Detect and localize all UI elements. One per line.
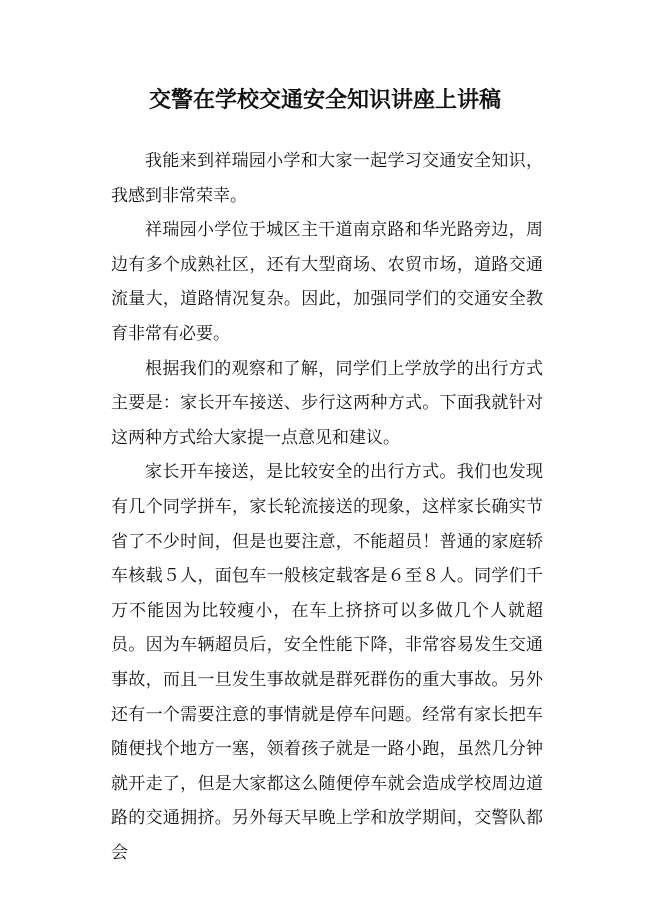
- paragraph-intro: 我能来到祥瑞园小学和大家一起学习交通安全知识，我感到非常荣幸。: [111, 151, 543, 206]
- paragraph-travel-modes: 根据我们的观察和了解，同学们上学放学的出行方式主要是：家长开车接送、步行这两种方式。下面我就针对这两种方式给大家提一点意见和建议。: [111, 358, 543, 448]
- paragraph-car-pickup: 家长开车接送，是比较安全的出行方式。我们也发现有几个同学拼车，家长轮流接送的现象，这样家长确实节省了不少时间，但是也要注意，不能超员！普通的家庭轿车核载５人，面包车一般核定载客是６至８人。同学们千万不能因为比较瘦小，在车上挤挤可以多做几个人就超员。因为车辆超员后，安全性能下降，非常容易发生交通事故，而且一旦发生事故就是群死群伤的重大事故。另外还有一个需要注意的事情就是停车问题。经常有家长把车随便找个地方一塞，领着孩子就是一路小跑，虽然几分钟就开走了，但是大家都这么随便停车就会造成学校周边道路的交通拥挤。另外每天早晚上学和放学期间，交警队都会: [111, 462, 543, 863]
- document-title: 交警在学校交通安全知识讲座上讲稿: [148, 88, 501, 113]
- document-body: [111, 144, 543, 870]
- paragraph-school-location: 祥瑞园小学位于城区主干道南京路和华光路旁边，周边有多个成熟社区，还有大型商场、农贸市场，道路交通流量大，道路情况复杂。因此，加强同学们的交通安全教育非常有必要。: [111, 220, 543, 344]
